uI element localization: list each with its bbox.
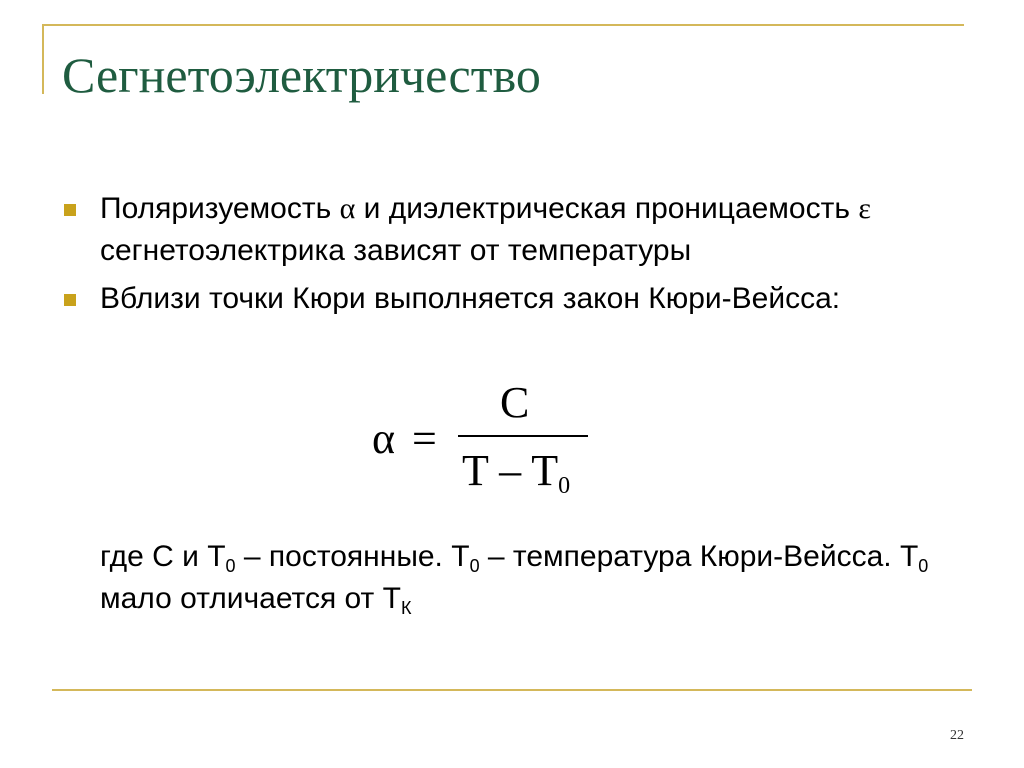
denominator-main: T – T — [462, 446, 559, 495]
formula-denominator — [462, 446, 570, 511]
top-border-line — [42, 24, 964, 26]
note-subscript: 0 — [918, 556, 929, 576]
bullet-text-part: сегнетоэлектрика зависят от температуры — [100, 234, 692, 267]
note-subscript: К — [400, 598, 412, 618]
square-bullet-icon — [64, 204, 76, 216]
bullet-item-curie-law — [62, 278, 942, 320]
bullet-text-part: и диэлектрическая проницаемость — [355, 192, 859, 225]
slide-number: 22 — [950, 728, 964, 743]
formula-explanation — [100, 536, 960, 620]
note-text: – температура Кюри-Вейсса. T — [479, 540, 919, 573]
formula-lhs: α — [372, 414, 396, 463]
bullet-item-polarizability — [62, 188, 942, 272]
note-subscript: 0 — [225, 556, 236, 576]
square-bullet-icon — [64, 294, 76, 306]
epsilon-symbol: ε — [858, 192, 871, 225]
bullet-list — [62, 188, 942, 326]
left-border-line — [42, 24, 44, 94]
alpha-symbol: α — [339, 192, 356, 225]
note-subscript: 0 — [469, 556, 480, 576]
bullet-text-part: Поляризуемость — [100, 192, 340, 225]
note-text: мало отличается от T — [100, 582, 401, 615]
note-text: – постоянные. T — [235, 540, 470, 573]
note-text: где С и T — [100, 540, 226, 573]
bullet-text: Вблизи точки Кюри выполняется закон Кюри-Вейсса: — [100, 282, 841, 315]
fraction-bar — [458, 435, 588, 437]
slide-title: Сегнетоэлектричество — [62, 47, 541, 103]
curie-weiss-formula — [372, 378, 612, 508]
bottom-border-line — [52, 689, 972, 691]
formula-numerator: C — [500, 378, 530, 427]
formula-equals: = — [412, 414, 437, 463]
denominator-subscript: 0 — [558, 473, 571, 499]
